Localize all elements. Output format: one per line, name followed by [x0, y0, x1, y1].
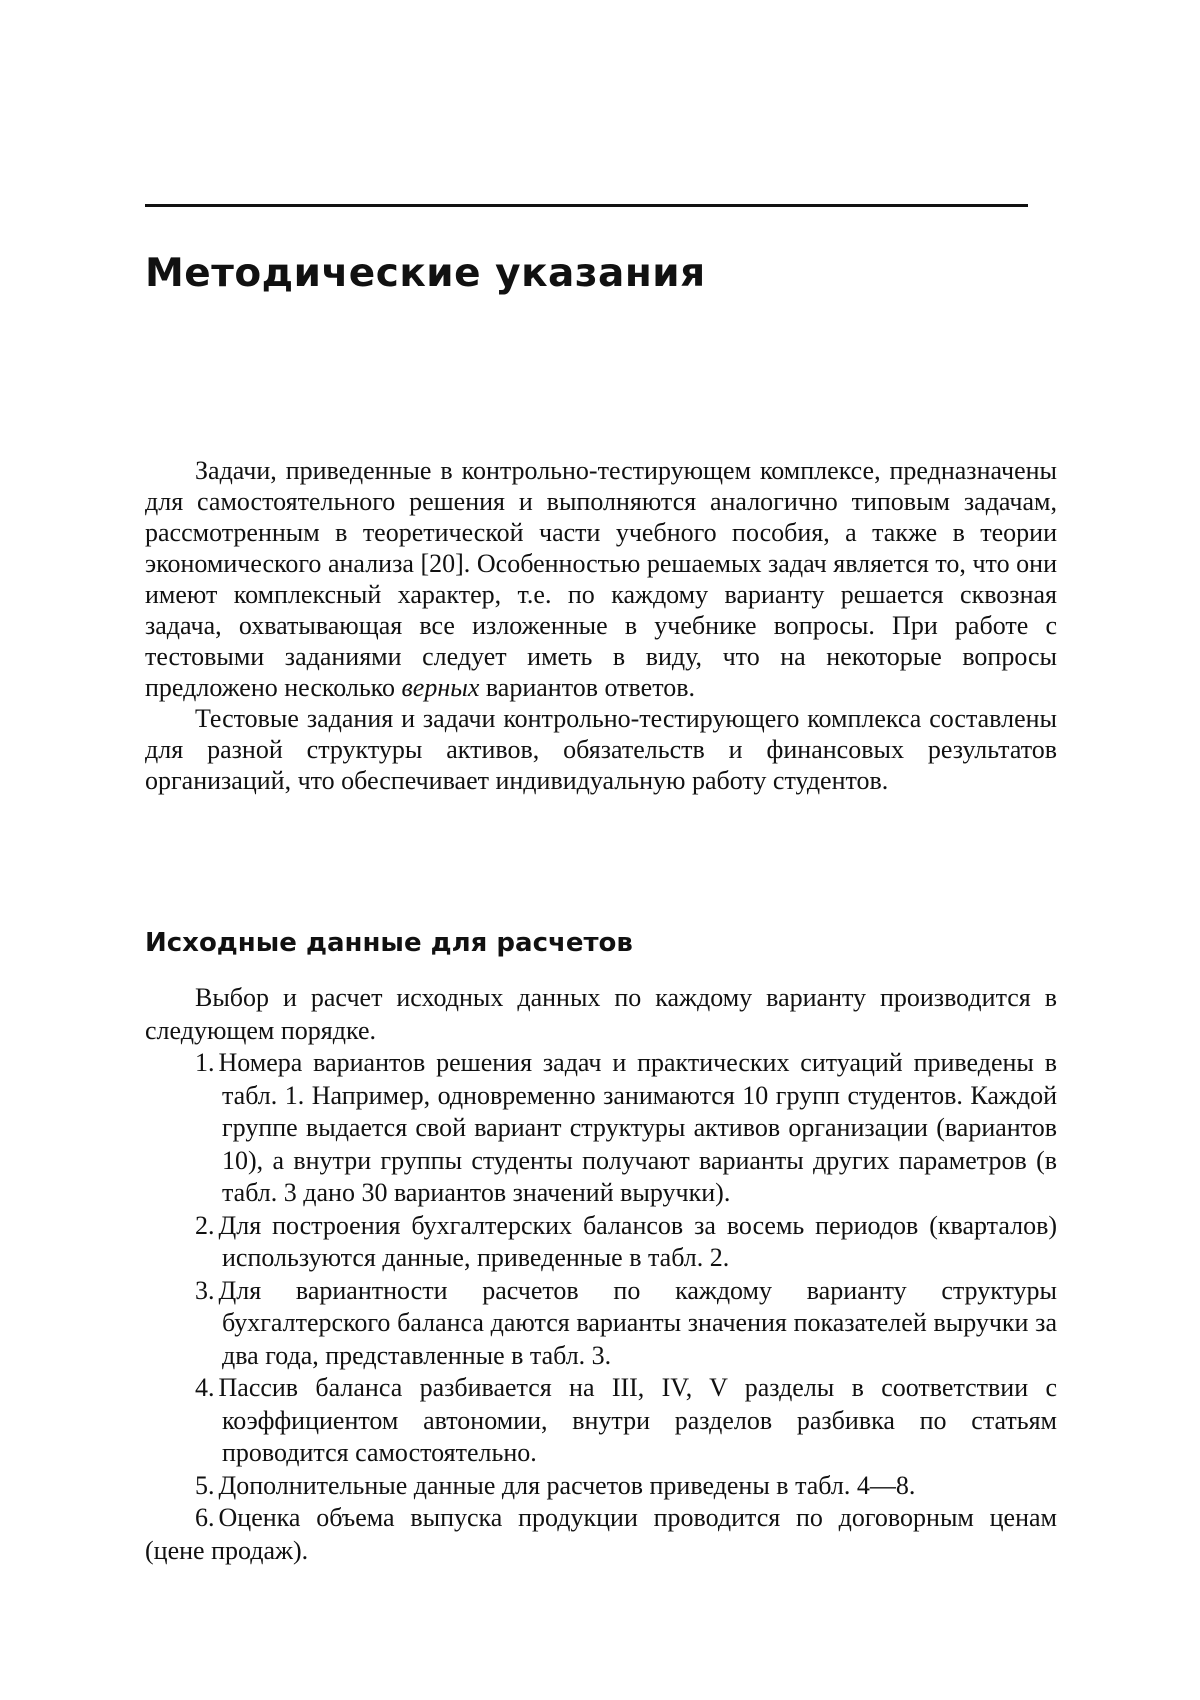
- list-item-3: [145, 1275, 1057, 1373]
- list-item-number: 3.: [195, 1275, 215, 1305]
- list-item-1: [145, 1047, 1057, 1210]
- intro-p1-text: Задачи, приведенные в контрольно-тестирующем комплексе, предназначены для самостоятельного решения и выполняются аналогично типовым задачам, рассмотренным в теоретической части учебного пособия, а также в теории экономического анализа [20]. Особенностью решаемых задач является то, что они имеют комплексный характер, т.е. по каждому варианту решается сквозная задача, охватывающая все изложенные в учебнике вопросы. При работе с тестовыми заданиями следует иметь в виду, что на некоторые вопросы предложено несколько: [145, 456, 1057, 702]
- list-item-number: 1.: [195, 1048, 215, 1077]
- numbered-list: [145, 1047, 1057, 1567]
- list-item-text: Для построения бухгалтерских балансов за восемь периодов (кварталов) используются данные, приведенные в табл. 2.: [218, 1210, 1057, 1272]
- chapter-title: Методические указания: [145, 251, 706, 296]
- section-body: [145, 982, 1057, 1567]
- section-lead: Выбор и расчет исходных данных по каждому варианту производится в следующем порядке.: [145, 983, 1057, 1045]
- list-item-text: Пассив баланса разбивается на III, IV, V разделы в соответствии с коэффициентом автономии, внутри разделов разбивка по статьям проводится самостоятельно.: [218, 1373, 1057, 1467]
- list-item-4: [145, 1372, 1057, 1470]
- list-item-6: [145, 1502, 1057, 1567]
- list-item-number: 5.: [195, 1470, 215, 1500]
- list-item-text: Дополнительные данные для расчетов приведены в табл. 4—8.: [218, 1470, 916, 1500]
- section-title: Исходные данные для расчетов: [145, 928, 633, 958]
- list-item-number: 6.: [195, 1503, 215, 1532]
- list-item-number: 4.: [195, 1373, 215, 1402]
- list-item-text: Для вариантности расчетов по каждому варианту структуры бухгалтерского баланса даются варианты значения показателей выручки за два года, представленные в табл. 3.: [218, 1275, 1057, 1370]
- list-item-2: [145, 1210, 1057, 1275]
- intro-p1-italic: верных: [401, 673, 480, 702]
- header-rule: [145, 204, 1028, 207]
- intro-block: [145, 455, 1057, 796]
- list-item-5: [145, 1470, 1057, 1503]
- intro-paragraph-1: [145, 455, 1057, 703]
- list-item-number: 2.: [195, 1210, 215, 1240]
- intro-paragraph-2: Тестовые задания и задачи контрольно-тестирующего комплекса составлены для разной структуры активов, обязательств и финансовых результатов организаций, что обеспечивает индивидуальную работу студентов.: [145, 704, 1057, 795]
- list-item-text: Оценка объема выпуска продукции проводится по договорным ценам (цене продаж).: [145, 1503, 1057, 1565]
- intro-p1-tail: вариантов ответов.: [479, 673, 695, 702]
- list-item-text: Номера вариантов решения задач и практических ситуаций приведены в табл. 1. Например, одновременно занимаются 10 групп студентов. Каждой группе выдается свой вариант структуры активов организации (вариантов 10), а внутри группы студенты получают варианты других параметров (в табл. 3 дано 30 вариантов значений выручки).: [218, 1048, 1057, 1207]
